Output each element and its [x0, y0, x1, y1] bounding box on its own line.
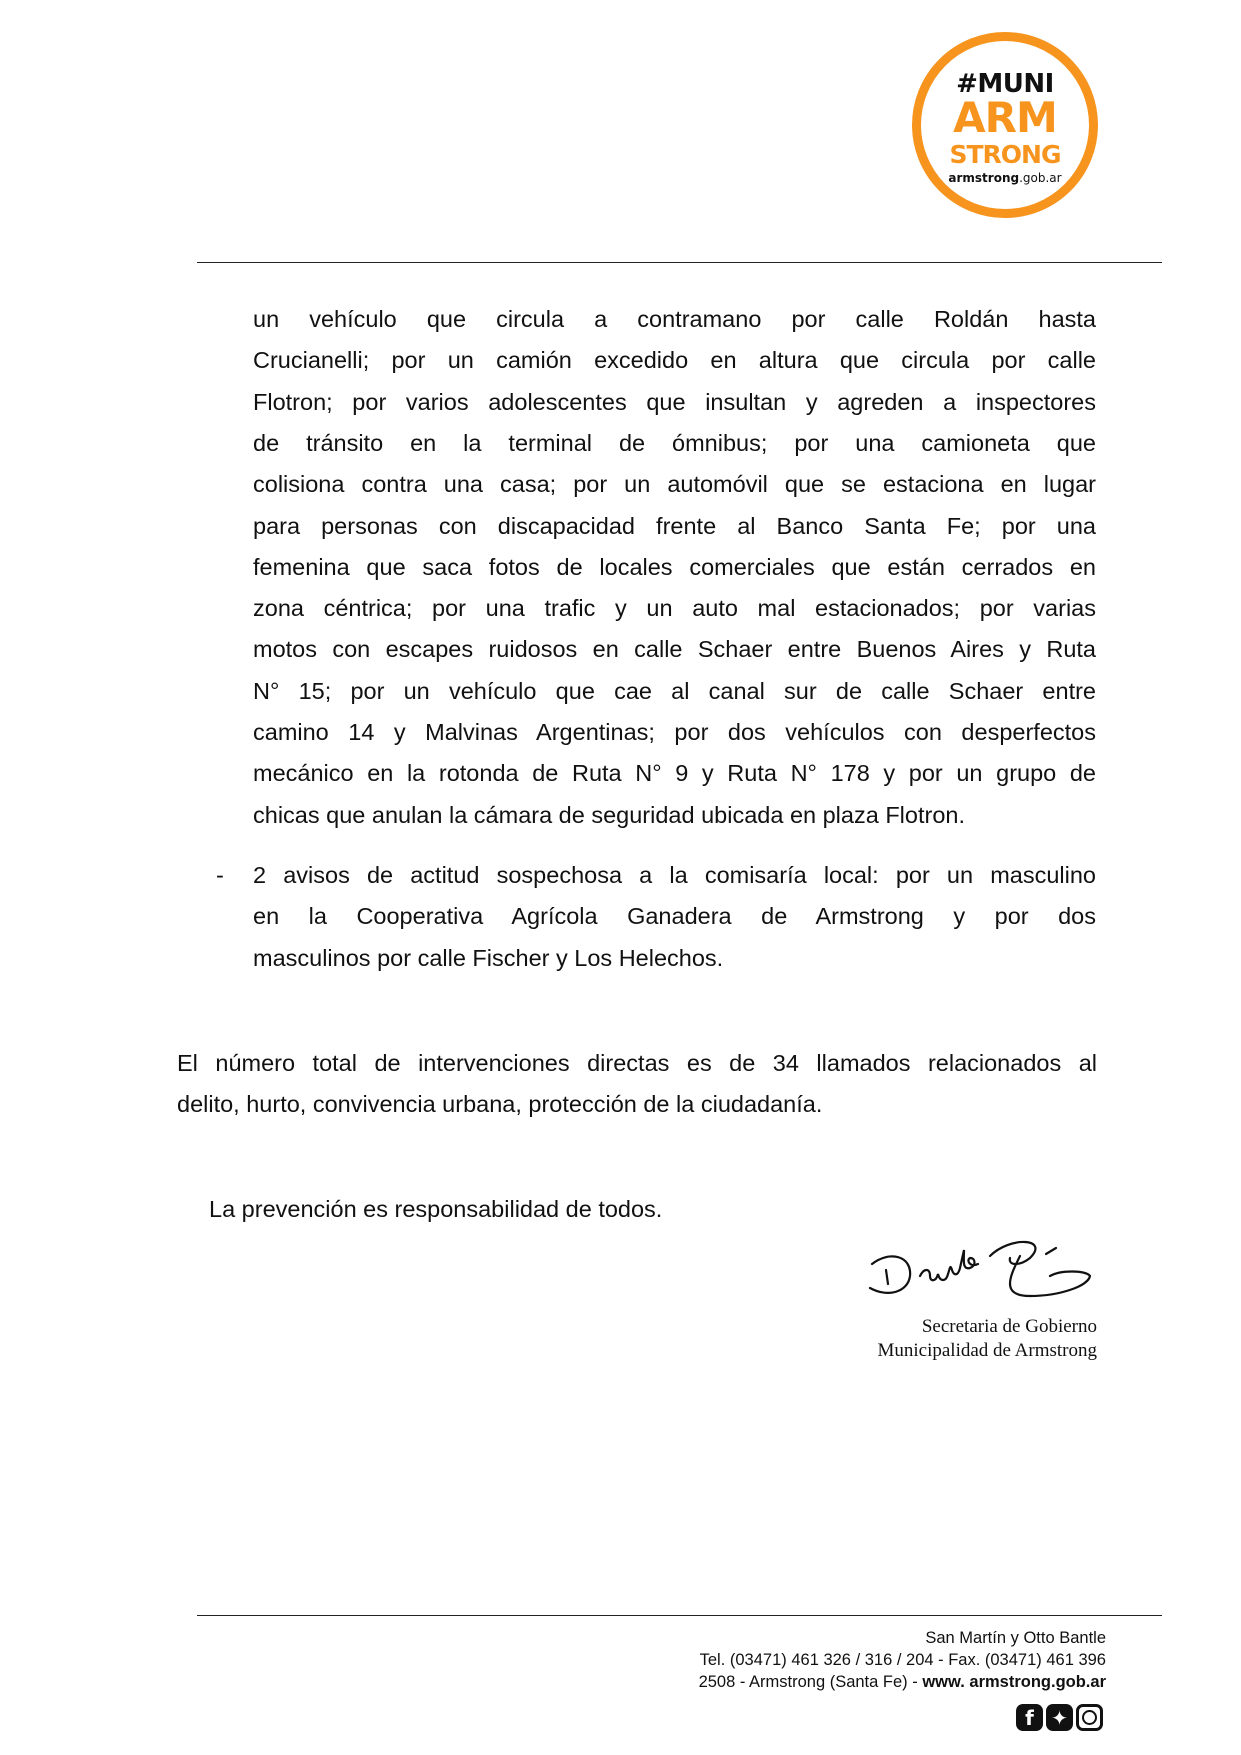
signature-organization: Municipalidad de Armstrong	[877, 1340, 1097, 1361]
text-line: en la Cooperativa Agrícola Ganadera de Armstrong y por dos	[253, 903, 1096, 930]
logo-line: ARM	[953, 93, 1057, 142]
text-line: mecánico en la rotonda de Ruta N° 9 y Ruta N° 178 y por un grupo de	[253, 760, 1096, 787]
text-line: 2 avisos de actitud sospechosa a la comisaría local: por un masculino	[253, 862, 1096, 888]
text-line: femenina que saca fotos de locales comerciales que están cerrados en	[253, 553, 1096, 580]
text-line: masculinos por calle Fischer y Los Helechos.	[253, 944, 724, 971]
footer-city: 2508 - Armstrong (Santa Fe) - www. armstrong.gob.ar	[698, 1673, 1106, 1691]
footer-divider	[197, 1615, 1162, 1616]
twitter-icon[interactable]: ✦	[1046, 1704, 1073, 1731]
website-link[interactable]: www. armstrong.gob.ar	[922, 1673, 1106, 1691]
logo-domain: armstrong.gob.ar	[948, 171, 1062, 185]
footer-address: San Martín y Otto Bantle	[925, 1629, 1106, 1647]
closing-sentence: La prevención es responsabilidad de todos.	[209, 1196, 663, 1222]
text-line: N° 15; por un vehículo que cae al canal sur de calle Schaer entre	[253, 677, 1096, 704]
text-line: camino 14 y Malvinas Argentinas; por dos vehículos con desperfectos	[253, 719, 1096, 745]
text-line: un vehículo que circula a contramano por calle Roldán hasta	[253, 306, 1096, 332]
footer-phone: Tel. (03471) 461 326 / 316 / 204 - Fax. (03471) 461 396	[699, 1651, 1106, 1669]
text-line: motos con escapes ruidosos en calle Schaer entre Buenos Aires y Ruta	[253, 636, 1096, 663]
social-icons	[1016, 1704, 1103, 1731]
logo-line: #MUNI	[956, 69, 1054, 99]
municipality-logo	[912, 32, 1098, 218]
signature	[860, 1236, 1100, 1316]
bullet-marker: -	[216, 862, 224, 888]
signature-title: Secretaria de Gobierno	[921, 1316, 1097, 1337]
logo-line: STRONG	[949, 140, 1061, 169]
text-line: Crucianelli; por un camión excedido en altura que circula por calle	[253, 347, 1096, 374]
text-line: Flotron; por varios adolescentes que insultan y agreden a inspectores	[253, 388, 1096, 415]
text-line: de tránsito en la terminal de ómnibus; por una camioneta que	[253, 429, 1096, 456]
text-line: colisiona contra una casa; por un automóvil que se estaciona en lugar	[253, 471, 1096, 498]
text-line: delito, hurto, convivencia urbana, protección de la ciudadanía.	[177, 1091, 823, 1118]
header-divider	[197, 262, 1162, 263]
text-line: El número total de intervenciones directas es de 34 llamados relacionados al	[177, 1050, 1097, 1076]
text-line: zona céntrica; por una trafic y un auto mal estacionados; por varias	[253, 595, 1096, 622]
facebook-icon[interactable]: f	[1016, 1704, 1043, 1731]
text-line: para personas con discapacidad frente al Banco Santa Fe; por una	[253, 512, 1096, 539]
instagram-icon[interactable]	[1076, 1704, 1103, 1731]
text-line: chicas que anulan la cámara de seguridad ubicada en plaza Flotron.	[253, 801, 965, 828]
